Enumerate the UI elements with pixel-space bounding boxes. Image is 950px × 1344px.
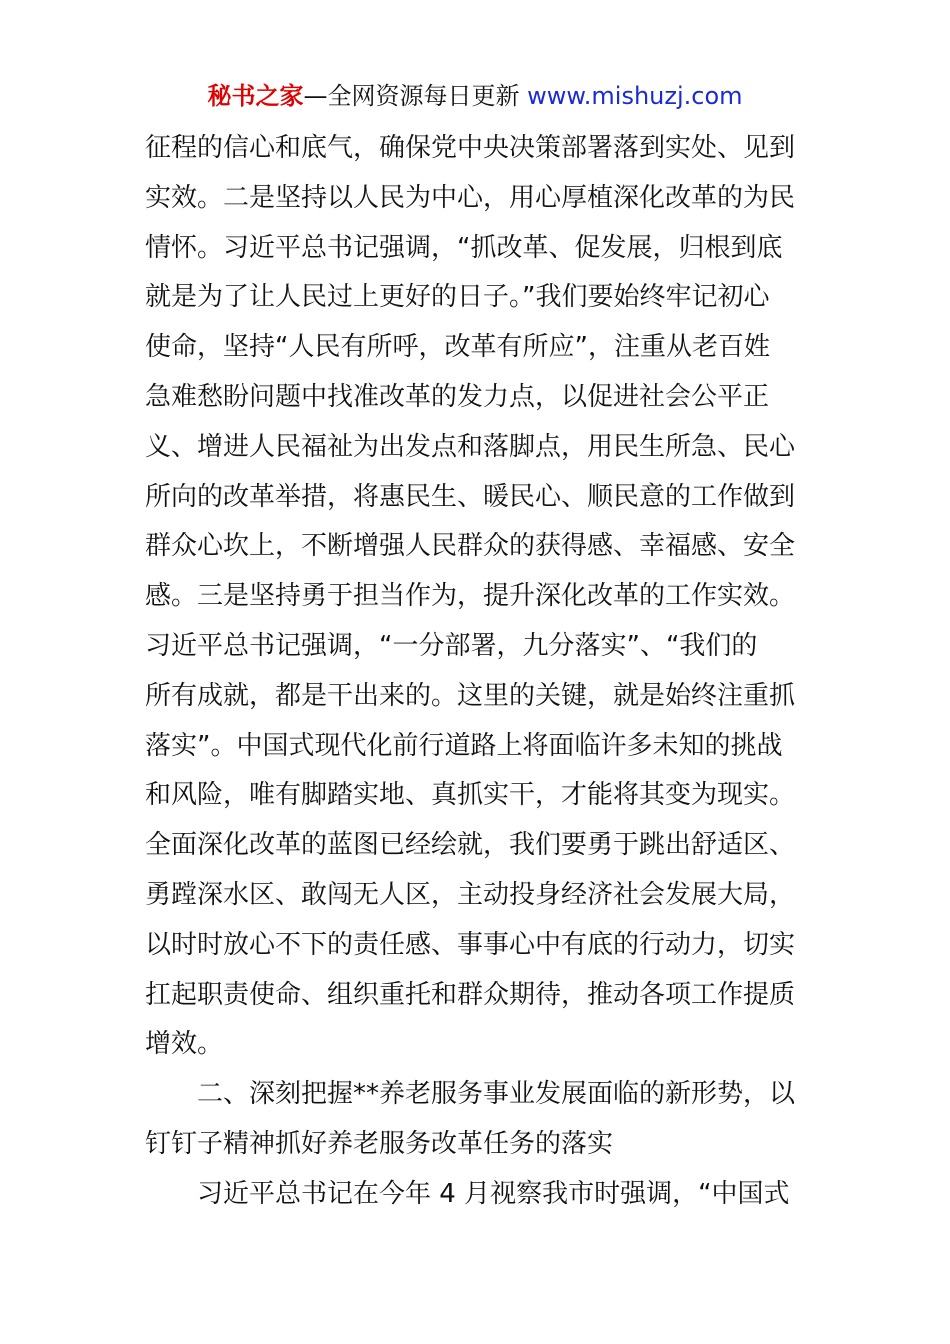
text-line: 增效。	[145, 1029, 224, 1060]
section-heading-line: 二、深刻把握**养老服务事业发展面临的新形势，以	[197, 1079, 796, 1110]
text-line: 义、增进人民福祉为出发点和落脚点，用民生所急、民心	[145, 431, 796, 462]
text-line: 征程的信心和底气，确保党中央决策部署落到实处、见到	[145, 133, 796, 163]
text-line: 使命，坚持“人民有所呼，改革有所应”，注重从老百姓	[145, 332, 770, 363]
section-heading-line: 钉钉子精神抓好养老服务改革任务的落实	[145, 1128, 614, 1159]
site-url-link[interactable]: www.mishuzj.com	[527, 82, 743, 110]
text-line: 落实”。中国式现代化前行道路上将面临许多未知的挑战	[145, 730, 783, 761]
text-line: 所有成就，都是干出来的。这里的关键，就是始终注重抓	[145, 680, 796, 711]
text-line: 实效。二是坚持以人民为中心，用心厚植深化改革的为民	[145, 182, 796, 213]
text-line: 急难愁盼问题中找准改革的发力点，以促进社会公平正	[145, 381, 770, 412]
site-header	[0, 80, 950, 112]
text-line: 和风险，唯有脚踏实地、真抓实干，才能将其变为现实。	[145, 780, 796, 811]
text-line: 感。三是坚持勇于担当作为，提升深化改革的工作实效。	[145, 581, 796, 612]
text-line: 以时时放心不下的责任感、事事心中有底的行动力，切实	[145, 929, 796, 960]
site-tagline: —全网资源每日更新	[303, 82, 528, 110]
text-line: 就是为了让人民过上更好的日子。”我们要始终牢记初心	[145, 282, 770, 313]
text-line: 扛起职责使命、组织重托和群众期待，推动各项工作提质	[145, 979, 796, 1010]
text-line: 勇蹚深水区、敢闯无人区，主动投身经济社会发展大局，	[145, 879, 796, 910]
text-line: 习近平总书记强调，“一分部署，九分落实”、“我们的	[145, 630, 758, 661]
text-line: 全面深化改革的蓝图已经绘就，我们要勇于跳出舒适区、	[145, 830, 796, 861]
text-line: 群众心坎上，不断增强人民群众的获得感、幸福感、安全	[145, 531, 796, 562]
text-line: 情怀。习近平总书记强调，“抓改革、促发展，归根到底	[145, 232, 783, 263]
text-line: 习近平总书记在今年 4 月视察我市时强调，“中国式	[197, 1178, 790, 1209]
document-body	[145, 124, 810, 1220]
text-line: 所向的改革举措，将惠民生、暖民心、顺民意的工作做到	[145, 481, 796, 512]
brand-name: 秘书之家	[207, 82, 304, 110]
